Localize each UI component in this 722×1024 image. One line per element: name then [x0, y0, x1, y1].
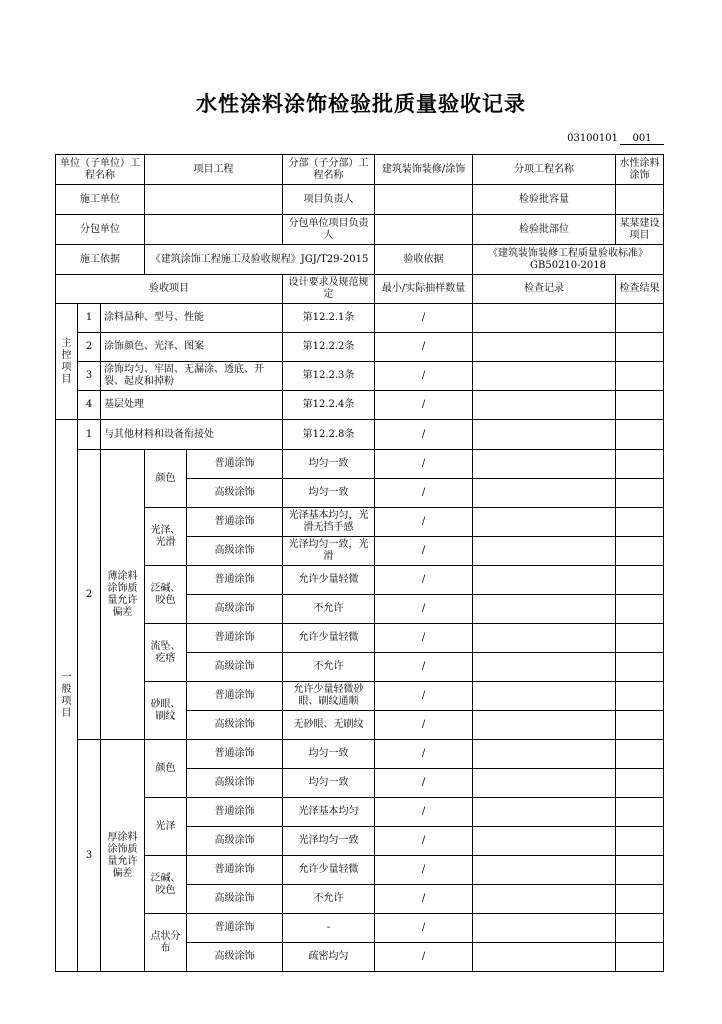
thin-result[interactable]	[616, 450, 664, 479]
thick-result[interactable]	[616, 885, 664, 914]
item-name-value[interactable]: 水性涂料涂饰	[616, 155, 664, 185]
thick-section-no: 3	[78, 740, 101, 972]
thin-group-name: 颜色	[145, 450, 187, 508]
main-item-name: 涂料品种、型号、性能	[101, 304, 283, 333]
main-item-sample: /	[375, 362, 473, 391]
main-item-no: 4	[78, 391, 101, 420]
acceptance-basis-label: 验收依据	[375, 245, 473, 275]
thin-result[interactable]	[616, 653, 664, 682]
thin-grade: 普通涂饰	[187, 624, 283, 653]
thin-grade: 高级涂饰	[187, 537, 283, 566]
main-item-result[interactable]	[616, 333, 664, 362]
thick-record[interactable]	[473, 914, 616, 943]
thick-grade: 高级涂饰	[187, 943, 283, 972]
thick-result[interactable]	[616, 827, 664, 856]
thin-grade: 普通涂饰	[187, 450, 283, 479]
thin-sample: /	[375, 711, 473, 740]
thin-sample: /	[375, 508, 473, 537]
basis-value[interactable]: 《建筑涂饰工程施工及验收规程》JGJ/T29-2015	[145, 245, 375, 275]
thin-std: 不允许	[283, 653, 375, 682]
thick-grade: 高级涂饰	[187, 827, 283, 856]
thick-std: 光泽基本均匀	[283, 798, 375, 827]
thin-record[interactable]	[473, 537, 616, 566]
basis-label: 施工依据	[56, 245, 145, 275]
thin-grade: 普通涂饰	[187, 508, 283, 537]
general-item-std: 第12.2.8条	[283, 420, 375, 450]
sub-division-label: 分部（子分部）工程名称	[283, 155, 375, 185]
thick-result[interactable]	[616, 740, 664, 769]
thin-record[interactable]	[473, 653, 616, 682]
thin-std: 不允许	[283, 595, 375, 624]
main-item-std: 第12.2.2条	[283, 333, 375, 362]
col-sample: 最小/实际抽样数量	[375, 275, 473, 304]
thin-std: 均匀一致	[283, 479, 375, 508]
thin-result[interactable]	[616, 711, 664, 740]
table-row	[56, 304, 664, 333]
thin-record[interactable]	[473, 450, 616, 479]
general-item-record[interactable]	[473, 420, 616, 450]
location-label: 检验批部位	[473, 215, 616, 245]
table-row	[56, 856, 664, 885]
table-row	[56, 391, 664, 420]
constructor-value[interactable]	[145, 185, 283, 215]
unit-name-label: 单位（子单位）工程名称	[56, 155, 145, 185]
thin-section-no: 2	[78, 450, 101, 740]
sub-division-value[interactable]: 建筑装饰装修/涂饰	[375, 155, 473, 185]
subcontractor-value[interactable]	[145, 215, 283, 245]
unit-name-value[interactable]: 项目工程	[145, 155, 283, 185]
thick-sample: /	[375, 914, 473, 943]
thin-grade: 高级涂饰	[187, 653, 283, 682]
thick-record[interactable]	[473, 769, 616, 798]
thin-result[interactable]	[616, 595, 664, 624]
thin-section-label: 薄涂料涂饰质量允许偏差	[101, 450, 145, 740]
main-item-record[interactable]	[473, 333, 616, 362]
thick-grade: 普通涂饰	[187, 914, 283, 943]
main-item-sample: /	[375, 304, 473, 333]
table-row	[56, 420, 664, 450]
table-row	[56, 155, 664, 185]
main-item-record[interactable]	[473, 304, 616, 333]
thin-result[interactable]	[616, 479, 664, 508]
col-record: 检查记录	[473, 275, 616, 304]
thick-result[interactable]	[616, 914, 664, 943]
main-item-result[interactable]	[616, 362, 664, 391]
table-row	[56, 245, 664, 275]
thin-record[interactable]	[473, 479, 616, 508]
acceptance-basis-value[interactable]: 《建筑装饰装修工程质量验收标准》GB50210-2018	[473, 245, 664, 275]
page-title: 水性涂料涂饰检验批质量验收记录	[196, 92, 526, 116]
constructor-label: 施工单位	[56, 185, 145, 215]
main-item-sample: /	[375, 391, 473, 420]
thin-group-name: 流坠、疙瘩	[145, 624, 187, 682]
general-item-sample: /	[375, 420, 473, 450]
thin-sample: /	[375, 682, 473, 711]
main-items-label: 主控项目	[56, 304, 78, 420]
thin-grade: 普通涂饰	[187, 682, 283, 711]
table-row	[56, 450, 664, 479]
table-row	[56, 215, 664, 245]
main-item-no: 3	[78, 362, 101, 391]
thin-sample: /	[375, 450, 473, 479]
main-item-result[interactable]	[616, 391, 664, 420]
thin-group-name: 光泽、光滑	[145, 508, 187, 566]
thin-result[interactable]	[616, 682, 664, 711]
thick-std: 均匀一致	[283, 769, 375, 798]
capacity-label: 检验批容量	[473, 185, 616, 215]
item-name-label: 分项工程名称	[473, 155, 616, 185]
thin-std: 均匀一致	[283, 450, 375, 479]
main-item-std: 第12.2.4条	[283, 391, 375, 420]
main-item-result[interactable]	[616, 304, 664, 333]
thick-std: 光泽均匀一致	[283, 827, 375, 856]
table-row	[56, 508, 664, 537]
thick-sample: /	[375, 943, 473, 972]
thin-record[interactable]	[473, 508, 616, 537]
thin-group-name: 泛碱、咬色	[145, 566, 187, 624]
thin-record[interactable]	[473, 711, 616, 740]
thin-std: 无砂眼、无刷纹	[283, 711, 375, 740]
thick-result[interactable]	[616, 769, 664, 798]
thick-std: 均匀一致	[283, 740, 375, 769]
table-row	[56, 798, 664, 827]
thick-sample: /	[375, 798, 473, 827]
thick-record[interactable]	[473, 856, 616, 885]
thin-result[interactable]	[616, 624, 664, 653]
general-item-name: 与其他材料和设备衔接处	[101, 420, 283, 450]
thick-sample: /	[375, 769, 473, 798]
thick-record[interactable]	[473, 827, 616, 856]
main-item-no: 2	[78, 333, 101, 362]
thin-sample: /	[375, 595, 473, 624]
thin-std: 允许少量轻微	[283, 624, 375, 653]
thick-group-name: 颜色	[145, 740, 187, 798]
main-item-sample: /	[375, 333, 473, 362]
main-item-name: 涂饰均匀、牢固、无漏涂、透底、开裂、起皮和掉粉	[101, 362, 283, 391]
pm-value[interactable]	[375, 185, 473, 215]
table-row	[56, 275, 664, 304]
table-row	[56, 566, 664, 595]
thin-std: 允许少量轻微砂眼、刷纹通顺	[283, 682, 375, 711]
thick-record[interactable]	[473, 885, 616, 914]
general-item-no: 1	[78, 420, 101, 450]
thick-sample: /	[375, 885, 473, 914]
code-prefix: 03100101	[567, 133, 618, 144]
thin-sample: /	[375, 479, 473, 508]
main-item-std: 第12.2.3条	[283, 362, 375, 391]
general-items-label: 一般项目	[56, 420, 78, 972]
thick-std: 不允许	[283, 885, 375, 914]
thick-std: 疏密均匀	[283, 943, 375, 972]
thick-result[interactable]	[616, 798, 664, 827]
thick-grade: 普通涂饰	[187, 798, 283, 827]
thick-std: -	[283, 914, 375, 943]
thin-sample: /	[375, 653, 473, 682]
thick-grade: 普通涂饰	[187, 740, 283, 769]
main-item-std: 第12.2.1条	[283, 304, 375, 333]
thick-std: 允许少量轻微	[283, 856, 375, 885]
thin-grade: 高级涂饰	[187, 479, 283, 508]
table-row	[56, 333, 664, 362]
main-item-record[interactable]	[473, 391, 616, 420]
thin-grade: 高级涂饰	[187, 711, 283, 740]
table-row	[56, 624, 664, 653]
thick-grade: 高级涂饰	[187, 769, 283, 798]
thin-record[interactable]	[473, 624, 616, 653]
table-row	[56, 740, 664, 769]
table-row	[56, 682, 664, 711]
pm-label: 项目负责人	[283, 185, 375, 215]
thick-grade: 普通涂饰	[187, 856, 283, 885]
main-item-no: 1	[78, 304, 101, 333]
thin-sample: /	[375, 537, 473, 566]
thin-std: 光泽均匀一致，光滑	[283, 537, 375, 566]
thin-sample: /	[375, 566, 473, 595]
location-value[interactable]: 某某建设项目	[616, 215, 664, 245]
thick-result[interactable]	[616, 943, 664, 972]
thick-group-name: 泛碱、咬色	[145, 856, 187, 914]
thin-grade: 高级涂饰	[187, 595, 283, 624]
thin-std: 光泽基本均匀，光滑无挡手感	[283, 508, 375, 537]
acceptance-record-table	[55, 154, 664, 972]
table-row	[56, 362, 664, 391]
thick-sample: /	[375, 740, 473, 769]
thin-record[interactable]	[473, 595, 616, 624]
thick-record[interactable]	[473, 740, 616, 769]
thick-group-name: 点状分布	[145, 914, 187, 972]
thick-grade: 高级涂饰	[187, 885, 283, 914]
table-row	[56, 914, 664, 943]
thin-grade: 普通涂饰	[187, 566, 283, 595]
thick-sample: /	[375, 827, 473, 856]
col-items: 验收项目	[56, 275, 283, 304]
sub-pm-value[interactable]	[375, 215, 473, 245]
record-code	[567, 133, 664, 145]
code-suffix: 001	[620, 133, 664, 145]
thin-sample: /	[375, 624, 473, 653]
general-item-result[interactable]	[616, 420, 664, 450]
thick-sample: /	[375, 856, 473, 885]
thin-result[interactable]	[616, 508, 664, 537]
capacity-value[interactable]	[616, 185, 664, 215]
main-item-name: 涂饰颜色、光泽、图案	[101, 333, 283, 362]
sub-pm-label: 分包单位项目负责人	[283, 215, 375, 245]
thin-result[interactable]	[616, 566, 664, 595]
main-item-record[interactable]	[473, 362, 616, 391]
thick-record[interactable]	[473, 798, 616, 827]
thin-group-name: 砂眼、刷纹	[145, 682, 187, 740]
thick-group-name: 光泽	[145, 798, 187, 856]
col-result: 检查结果	[616, 275, 664, 304]
table-row	[56, 185, 664, 215]
thin-record[interactable]	[473, 682, 616, 711]
main-item-name: 基层处理	[101, 391, 283, 420]
col-design: 设计要求及规范规定	[283, 275, 375, 304]
thick-result[interactable]	[616, 856, 664, 885]
thin-record[interactable]	[473, 566, 616, 595]
thick-section-label: 厚涂料涂饰质量允许偏差	[101, 740, 145, 972]
thin-result[interactable]	[616, 537, 664, 566]
subcontractor-label: 分包单位	[56, 215, 145, 245]
thick-record[interactable]	[473, 943, 616, 972]
thin-std: 允许少量轻微	[283, 566, 375, 595]
